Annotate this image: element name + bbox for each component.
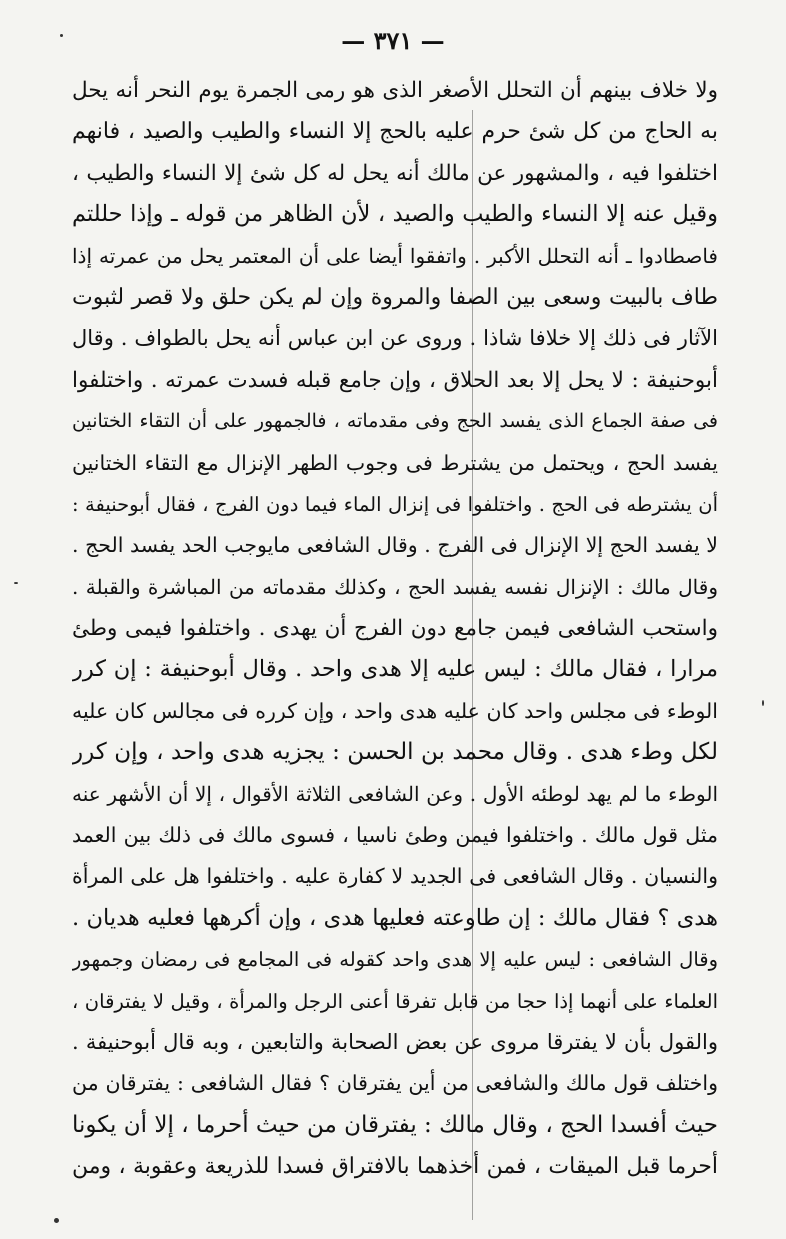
text-line: والقول بأن لا يفترقا مروى عن بعض الصحابة والتابعين ، وبه قال أبوحنيفة . [72, 1029, 718, 1054]
text-line: اختلفوا فيه ، والمشهور عن مالك أنه يحل له كل شئ إلا النساء والطيب ، [72, 160, 718, 186]
text-line: مرارا ، فقال مالك : ليس عليه إلا هدى واحد . وقال أبوحنيفة : إن كرر [72, 656, 718, 683]
text-line: الآثار فى ذلك إلا خلافا شاذا . وروى عن ابن عباس أنه يحل بالطواف . وقال [72, 326, 718, 351]
text-line: هدى ؟ فقال مالك : إن طاوعته فعليها هدى ، وإن أكرهها فعليه هديان . [72, 904, 718, 931]
text-line: فاصطادوا ـ أنه التحلل الأكبر . واتفقوا أيضا على أن المعتمر يحل من عمرته إذا [72, 243, 718, 268]
text-line: العلماء على أنهما إذا حجا من قابل تفرقا أعنى الرجل والمرأة ، وقيل لا يفترقان ، [72, 989, 718, 1013]
scan-speck [14, 582, 18, 584]
text-line: أن يشترطه فى الحج . واختلفوا فى إنزال الماء فيما دون الفرج ، فقال أبوحنيفة : [72, 492, 718, 516]
text-line: فى صفة الجماع الذى يفسد الحج وفى مقدماته ، فالجمهور على أن التقاء الختانين [72, 410, 718, 433]
text-line: لا يفسد الحج إلا الإنزال فى الفرج . وقال الشافعى مايوجب الحد يفسد الحج . [72, 533, 718, 558]
text-line: يفسد الحج ، ويحتمل من يشترط فى وجوب الطهر الإنزال مع التقاء الختانين [72, 450, 718, 475]
text-line: الوطء فى مجلس واحد كان عليه هدى واحد ، وإن كرره فى مجالس كان عليه [72, 698, 718, 723]
text-line: حيث أفسدا الحج ، وقال مالك : يفترقان من حيث أحرما ، إلا أن يكونا [72, 1111, 718, 1138]
text-line: واستحب الشافعى فيمن جامع دون الفرج أن يهدى . واختلفوا فيمى وطئ [72, 616, 718, 642]
text-line: به الحاج من كل شئ حرم عليه بالحج إلا النساء والطيب والصيد ، فانهم [72, 119, 718, 145]
text-line: لكل وطء هدى . وقال محمد بن الحسن : يجزيه هدى واحد ، وإن كرر [72, 739, 718, 766]
page-number: — ٣٧١ — [341, 26, 445, 55]
text-line: وقال الشافعى : ليس عليه إلا هدى واحد كقوله فى المجامع فى رمضان وجمهور [72, 948, 718, 972]
scan-speck [60, 34, 63, 37]
scan-speck [54, 1218, 59, 1223]
scan-speck [762, 700, 764, 706]
text-line: ولا خلاف بينهم أن التحلل الأصغر الذى هو رمى الجمرة يوم النحر أنه يحل [72, 78, 718, 103]
text-line: الوطء ما لم يهد لوطئه الأول . وعن الشافعى الثلاثة الأقوال ، إلا أن الأشهر عنه [72, 781, 718, 806]
text-line: أبوحنيفة : لا يحل إلا بعد الحلاق ، وإن جامع قبله فسدت عمرته . واختلفوا [72, 367, 718, 393]
text-line: والنسيان . وقال الشافعى فى الجديد لا كفارة عليه . واختلفوا هل على المرأة [72, 864, 718, 889]
text-line: واختلف قول مالك والشافعى من أين يفترقان ؟ فقال الشافعى : يفترقان من [72, 1071, 718, 1096]
text-line: طاف بالبيت وسعى بين الصفا والمروة وإن لم يكن حلق ولا قصر لثبوت [72, 284, 718, 310]
body-text [72, 70, 718, 1188]
text-line: وقال مالك : الإنزال نفسه يفسد الحج ، وكذلك مقدماته من المباشرة والقبلة . [72, 574, 718, 599]
text-line: مثل قول مالك . واختلفوا فيمن وطئ ناسيا ، فسوى مالك فى ذلك بين العمد [72, 823, 718, 848]
text-line: أحرما قبل الميقات ، فمن أخذهما بالافتراق فسدا للذريعة وعقوبة ، ومن [72, 1154, 718, 1180]
text-line: وقيل عنه إلا النساء والطيب والصيد ، لأن الظاهر من قوله ـ وإذا حللتم [72, 201, 718, 228]
